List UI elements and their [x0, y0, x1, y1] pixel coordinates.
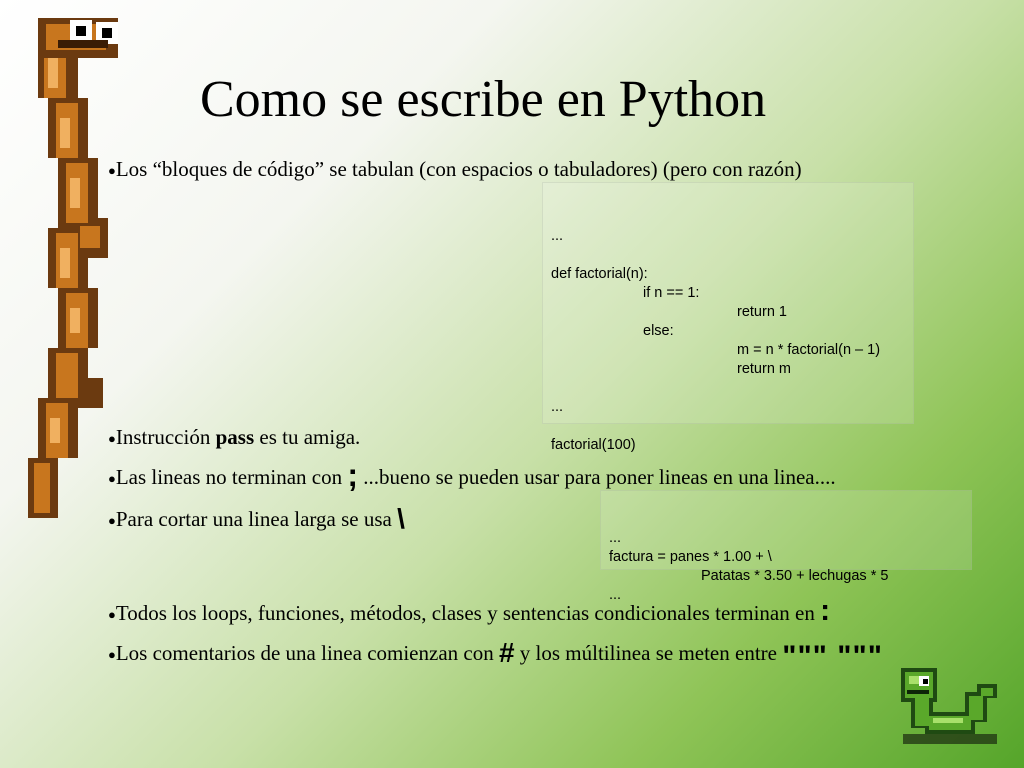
bullet-text: Las lineas no terminan con	[115, 465, 348, 489]
code-line	[551, 417, 913, 436]
colon-symbol: :	[820, 594, 831, 627]
code-line: Patatas * 3.50 + lechugas * 5	[701, 568, 889, 584]
code-line: def factorial(n):	[551, 266, 648, 282]
code-line	[551, 379, 913, 398]
pass-keyword: pass	[215, 425, 255, 449]
code-line: if n == 1:	[643, 285, 700, 301]
bullet-text: ...bueno se pueden usar para poner lineas en una linea....	[358, 465, 836, 489]
code-line: return m	[737, 361, 791, 377]
bullet-pass	[108, 424, 360, 452]
bullet-dot: ●	[108, 607, 116, 623]
code-line	[551, 246, 913, 265]
code-line: factura = panes * 1.00 + \	[609, 549, 772, 565]
bullet-comments	[108, 637, 883, 673]
tall-snake-icon	[18, 18, 128, 538]
bullet-text: Los comentarios de una linea comienzan con	[115, 641, 499, 665]
code-line: factorial(100)	[551, 437, 636, 453]
code-line: ...	[609, 530, 622, 546]
bullet-code-blocks	[108, 156, 802, 184]
bullet-text: es tu amiga.	[254, 425, 361, 449]
code-line: ...	[551, 399, 564, 415]
bullet-backslash	[108, 503, 405, 534]
semicolon-symbol: ;	[347, 457, 359, 493]
bullet-colon	[108, 594, 831, 628]
small-snake-icon	[895, 662, 1005, 746]
code-line: ...	[551, 228, 564, 244]
backslash-symbol: \	[397, 503, 405, 534]
slide-title: Como se escribe en Python	[200, 71, 767, 128]
code-line: else:	[643, 323, 674, 339]
bullet-text: Instrucción	[115, 425, 216, 449]
bullet-dot: ●	[108, 431, 116, 447]
hash-symbol: #	[498, 637, 515, 668]
factorial-code-block	[542, 182, 914, 453]
bullet-text: Para cortar una linea larga se usa	[115, 507, 398, 531]
bullet-semicolon	[108, 457, 836, 493]
bullet-dot: ●	[108, 471, 116, 487]
code-line: m = n * factorial(n – 1)	[737, 342, 881, 358]
bullet-dot: ●	[108, 513, 116, 529]
code-line: ...	[609, 587, 622, 603]
triple-quotes-symbol: """ """	[782, 640, 883, 673]
bullet-text: Todos los loops, funciones, métodos, clases y sentencias condicionales terminan en	[115, 601, 821, 625]
bullet-text: y los múltilinea se meten entre	[514, 641, 783, 665]
bullet-dot: ●	[108, 647, 116, 663]
code-line: return 1	[737, 304, 787, 320]
bullet-text: Los “bloques de código” se tabulan (con espacios o tabuladores) (pero con razón)	[115, 157, 802, 181]
bullet-dot: ●	[108, 163, 116, 179]
line-continuation-code-block	[600, 490, 972, 603]
